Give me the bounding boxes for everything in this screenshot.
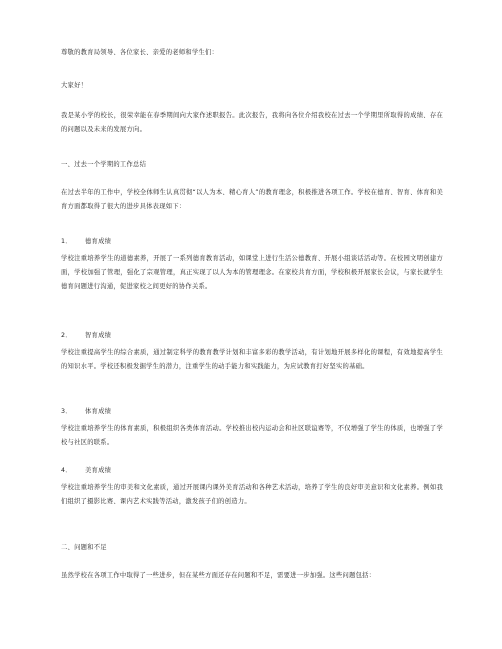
item-1-title: 德育成绩 bbox=[85, 238, 112, 245]
item-4-title: 美育成绩 bbox=[85, 467, 112, 474]
item-3-body: 学校注重培养学生的体育素质，积极组织各类体育活动。学校推出校内运动会和社区联谊赛等，不仅增强了学生的体质，也增强了学校与社区的联系。 bbox=[61, 425, 443, 447]
salutation: 尊敬的教育局领导、各位家长、亲爱的老师和学生们： bbox=[61, 49, 219, 56]
item-3-title: 体育成绩 bbox=[85, 408, 112, 415]
item-3-number: 3． bbox=[61, 408, 72, 415]
section-2-intro: 虽然学校在各项工作中取得了一些进步，但在某些方面还存在问题和不足，需要进一步加强。这些问题包括： bbox=[61, 572, 376, 579]
item-2-title: 智育成绩 bbox=[85, 332, 112, 339]
item-4-heading bbox=[61, 465, 111, 476]
item-1-body: 学校注重培养学生的道德素养，开展了一系列德育教育活动，如课堂上进行生活公德教育、开展小组谈话活动等。在校园文明创建方面，学校加强了管理，强化了宗观管理，真正实现了以人为本的管理理念。在家校共育方面，学校积极开展家长会议，与家长就学生德育问题进行沟通，促进家校之间更好的协作关系。 bbox=[61, 255, 443, 291]
item-3-heading bbox=[61, 406, 111, 417]
section-2-title: 二、问题和不足 bbox=[61, 544, 107, 551]
item-4-body: 学校注重培养学生的审美和文化素质，通过开展课内课外美育活动和各种艺术活动，培养了学生的良好审美意识和文化素养。例如我们组织了摄影比赛、课内艺术实践等活动，激发孩子们的创造力。 bbox=[61, 484, 443, 506]
item-2-number: 2． bbox=[61, 332, 72, 339]
item-4-number: 4． bbox=[61, 467, 72, 474]
intro-paragraph: 我是某小学的校长，很荣幸能在春季期间向大家作述职报告。此次报告，我将向各位介绍我校在过去一个学期里所取得的成绩、存在的问题以及未来的发展方向。 bbox=[61, 112, 443, 134]
section-1-intro: 在过去半年的工作中，学校全体师生认真贯彻“以人为本、精心育人”的教育理念，积极推进各项工作。学校在德育、智育、体育和美育方面都取得了很大的进步具体表现如下： bbox=[61, 189, 443, 211]
greeting: 大家好！ bbox=[61, 82, 88, 89]
item-2-heading bbox=[61, 330, 111, 341]
item-1-heading bbox=[61, 236, 111, 247]
section-1-title: 一、过去一个学期的工作总结 bbox=[61, 161, 147, 168]
item-2-body: 学校注重提高学生的综合素质，通过制定科学的教育教学计划和丰富多彩的教学活动，有计划地开展多样化的课程，有效地提高学生的知识水平。学校还积极发掘学生的潜力，注重学生的动手能力和实践能力，为应试教育打好坚实的基础。 bbox=[61, 349, 443, 371]
item-1-number: 1． bbox=[61, 238, 72, 245]
